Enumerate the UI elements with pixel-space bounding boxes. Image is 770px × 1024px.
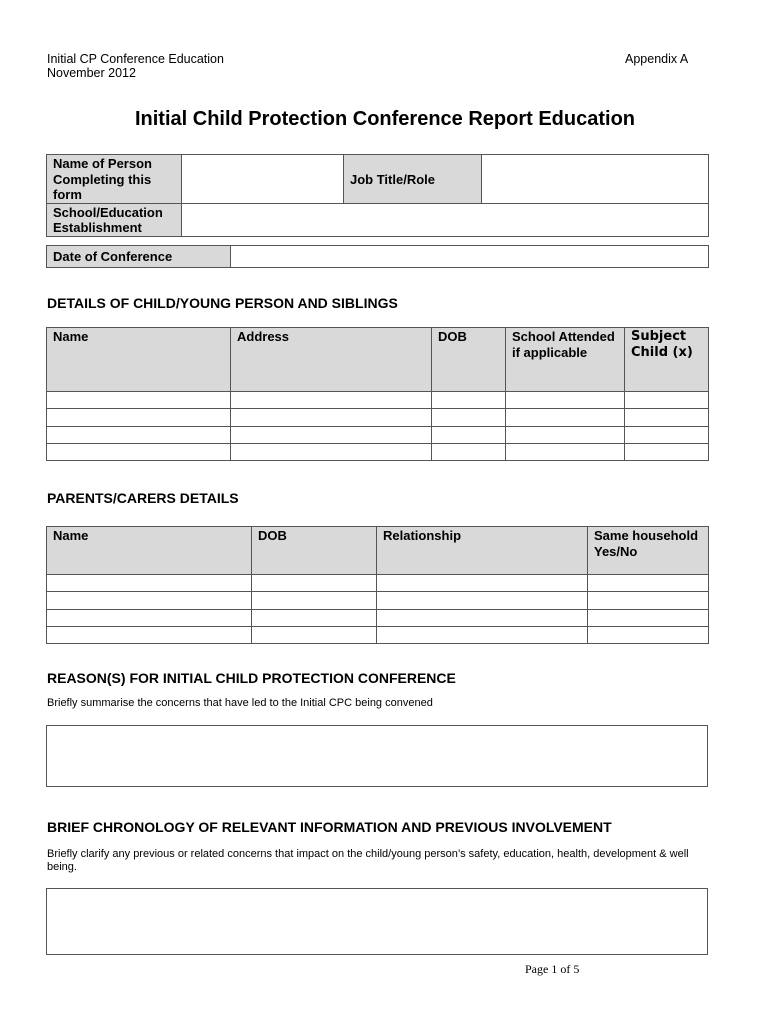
- chronology-text-box[interactable]: [46, 888, 708, 955]
- parent-col-name: Name: [47, 527, 252, 575]
- parent-col-dob: DOB: [252, 527, 377, 575]
- child-details-table: [46, 327, 709, 461]
- page-title: Initial Child Protection Conference Report Education: [134, 108, 636, 130]
- table-row: [47, 392, 709, 409]
- child-col-school: School Attended if applicable: [506, 328, 625, 392]
- table-row: [47, 627, 709, 644]
- reasons-text-box[interactable]: [46, 725, 708, 787]
- table-row: [47, 592, 709, 610]
- person-details-table: [46, 154, 709, 237]
- date-of-conference-label: Date of Conference: [47, 246, 231, 268]
- reasons-section-heading: REASON(S) FOR INITIAL CHILD PROTECTION CONFERENCE: [47, 670, 456, 686]
- table-row: [47, 610, 709, 627]
- child-col-name: Name: [47, 328, 231, 392]
- document-name: Initial CP Conference Education: [47, 52, 224, 66]
- child-col-dob: DOB: [432, 328, 506, 392]
- school-label: School/Education Establishment: [47, 203, 182, 236]
- parent-col-relationship: Relationship: [377, 527, 588, 575]
- name-of-person-field[interactable]: [182, 155, 344, 204]
- date-of-conference-field[interactable]: [231, 246, 709, 268]
- document-date: November 2012: [47, 66, 136, 80]
- table-row: [47, 427, 709, 444]
- table-row: [47, 409, 709, 427]
- job-title-label: Job Title/Role: [344, 155, 482, 204]
- page-number: Page 1 of 5: [525, 962, 580, 976]
- table-row: [47, 444, 709, 461]
- child-col-subject: Subject Child (x): [625, 328, 709, 392]
- parents-details-table: [46, 526, 709, 644]
- chronology-section-heading: BRIEF CHRONOLOGY OF RELEVANT INFORMATION AND PREVIOUS INVOLVEMENT: [47, 819, 612, 835]
- table-row: [47, 575, 709, 592]
- school-field[interactable]: [182, 203, 709, 236]
- conference-date-table: [46, 245, 709, 268]
- parent-col-household: Same household Yes/No: [588, 527, 709, 575]
- job-title-field[interactable]: [482, 155, 709, 204]
- name-of-person-label: Name of Person Completing this form: [47, 155, 182, 204]
- parents-section-heading: PARENTS/CARERS DETAILS: [47, 490, 239, 506]
- chronology-note: Briefly clarify any previous or related concerns that impact on the child/young person’s safety, education, health, development & well being.: [47, 848, 689, 873]
- child-section-heading: DETAILS OF CHILD/YOUNG PERSON AND SIBLINGS: [47, 295, 398, 311]
- appendix-label: Appendix A: [625, 52, 689, 66]
- reasons-note: Briefly summarise the concerns that have led to the Initial CPC being convened: [47, 697, 433, 709]
- child-col-address: Address: [231, 328, 432, 392]
